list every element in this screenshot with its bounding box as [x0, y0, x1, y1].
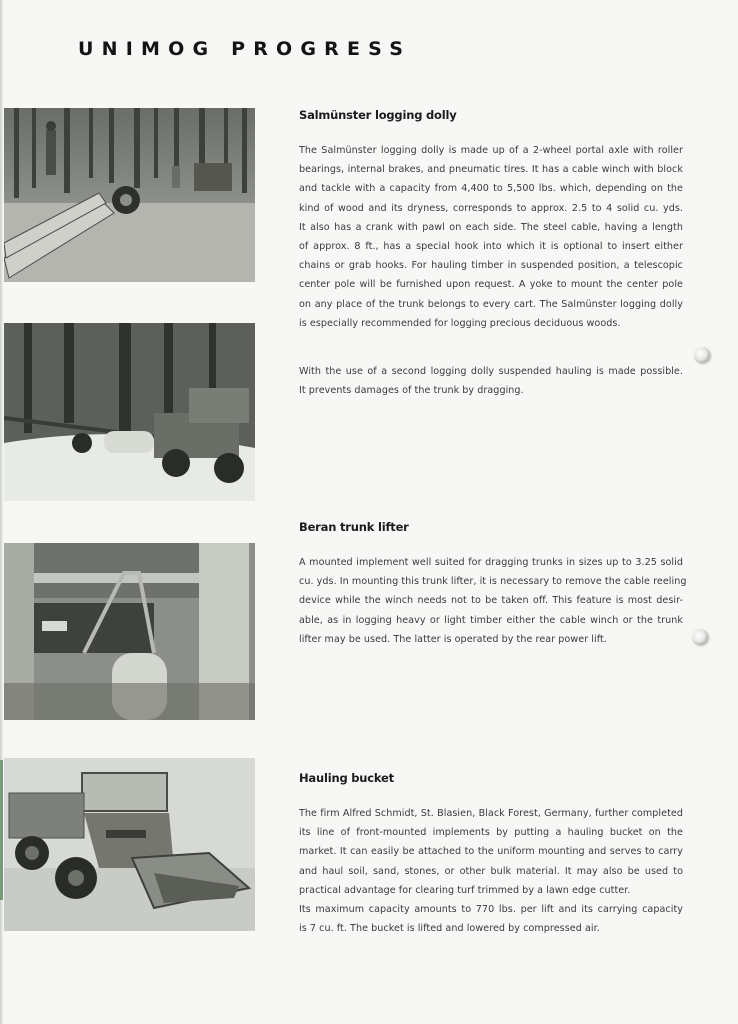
text-line: The firm Alfred Schmidt, St. Blasien, Black Forest, Germany, further completed	[299, 808, 683, 819]
text-line: kind of wood and its dryness, corresponds to approx. 2.5 to 4 solid cu. yds.	[299, 202, 683, 214]
section-body-trunk-lifter	[299, 553, 687, 649]
text-line: of approx. 8 ft., has a special hook into which it is optional to insert either	[299, 241, 683, 253]
text-line: is 7 cu. ft. The bucket is lifted and lowered by compressed air.	[299, 923, 600, 935]
text-line: Its maximum capacity amounts to 770 lbs. per lift and its carrying capacity	[299, 904, 683, 916]
section-heading-trunk-lifter: Beran trunk lifter	[299, 520, 409, 534]
text-line: device while the winch needs not to be taken off. This feature is most desir-	[299, 595, 683, 607]
forest-logging-photo	[4, 108, 255, 282]
page-title: UNIMOG PROGRESS	[78, 38, 412, 60]
text-line: It prevents damages of the trunk by dragging.	[299, 385, 524, 397]
section-body-second-dolly	[299, 362, 683, 400]
text-line: A mounted implement well suited for dragging trunks in sizes up to 3.25 solid	[299, 557, 683, 568]
photo-suspended-hauling	[4, 323, 255, 501]
section-heading-logging-dolly: Salmünster logging dolly	[299, 108, 457, 122]
text-line: is especially recommended for logging precious deciduous woods.	[299, 317, 621, 329]
text-line: With the use of a second logging dolly suspended hauling is made possible.	[299, 366, 683, 377]
text-line: market. It can easily be attached to the uniform mounting and serves to carry	[299, 846, 683, 858]
text-line: chains or grab hooks. For hauling timber in suspended position, a telescopic	[299, 260, 683, 272]
text-line: cu. yds. In mounting this trunk lifter, it is necessary to remove the cable reeling	[299, 576, 687, 588]
section-body-logging-dolly	[299, 141, 683, 333]
photo-salmunster-logging-dolly	[4, 108, 255, 282]
page-left-edge-tint	[0, 760, 3, 900]
section-body-hauling-bucket	[299, 804, 683, 938]
binder-punch-hole	[694, 347, 710, 363]
photo-beran-trunk-lifter	[4, 543, 255, 720]
text-line: lifter may be used. The latter is operated by the rear power lift.	[299, 633, 607, 645]
snow-forest-hauling-photo	[4, 323, 255, 501]
section-heading-hauling-bucket: Hauling bucket	[299, 771, 394, 785]
text-line: on any place of the trunk belongs to every cart. The Salmünster logging dolly	[299, 298, 683, 310]
text-line: center pole will be furnished upon request. A yoke to mount the center pole	[299, 279, 683, 291]
text-line: able, as in logging heavy or light timber either the cable winch or the trunk	[299, 614, 683, 626]
text-line: practical advantage for clearing turf trimmed by a lawn edge cutter.	[299, 884, 631, 896]
text-line: The Salmünster logging dolly is made up of a 2-wheel portal axle with roller	[299, 145, 683, 156]
text-line: and tackle with a capacity from 4,400 to 5,500 lbs. which, depending on the	[299, 183, 683, 195]
text-line: It also has a crank with pawl on each side. The steel cable, having a length	[299, 221, 683, 233]
photo-hauling-bucket	[4, 758, 255, 931]
text-line: and haul soil, sand, stones, or other bulk material. It may also be used to	[299, 865, 683, 877]
binder-punch-hole	[692, 629, 708, 645]
text-line: bearings, internal brakes, and pneumatic tires. It has a cable winch with block	[299, 164, 683, 176]
unimog-bucket-photo	[4, 758, 255, 931]
text-line: its line of front-mounted implements by putting a hauling bucket on the	[299, 827, 683, 839]
trunk-lifter-photo	[4, 543, 255, 720]
